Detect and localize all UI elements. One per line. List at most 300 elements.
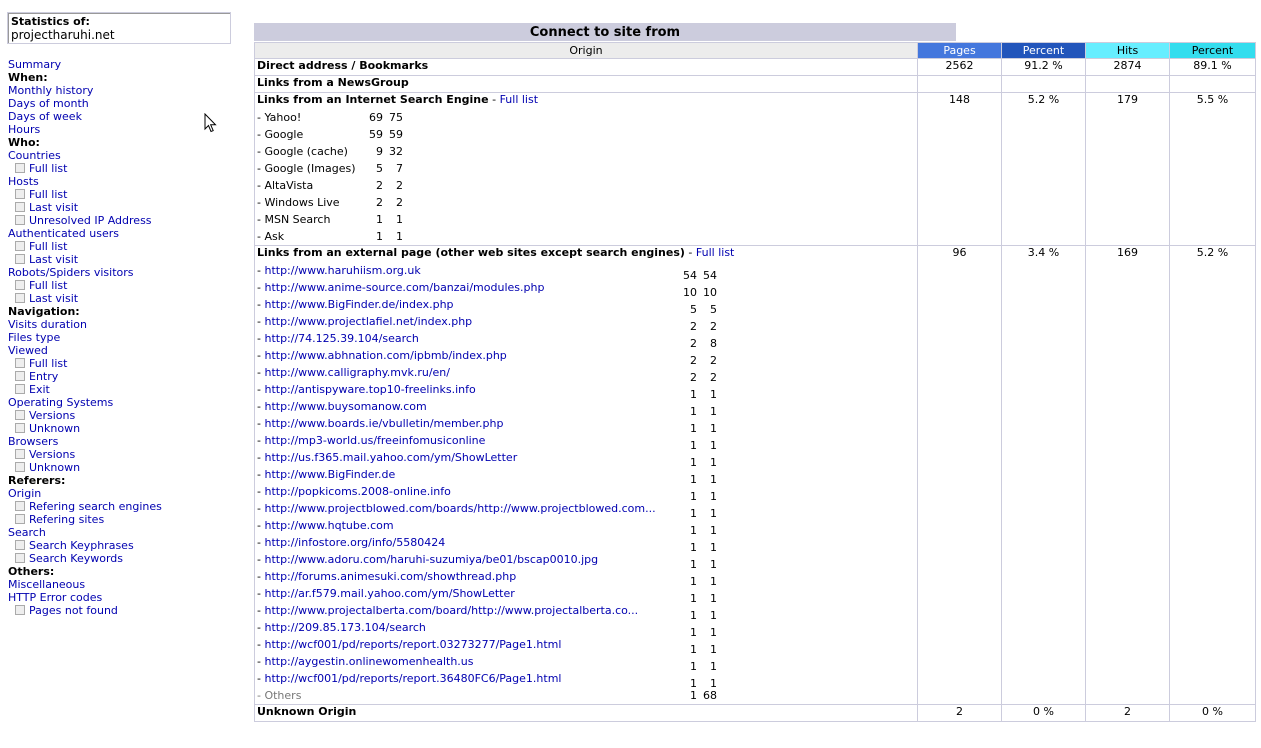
menu-link[interactable]: Authenticated users [8,227,119,240]
site-hits: 2 [710,371,717,384]
menu-section-header: Others: [8,565,55,578]
sidebar-menu [8,58,248,617]
menu-link[interactable]: Operating Systems [8,396,114,409]
site-name [257,279,677,296]
engine-pages: 1 [376,230,383,243]
site-row [257,517,915,537]
engine-row [257,160,915,177]
engine-pages: 59 [369,128,383,141]
menu-section-header: Navigation: [8,305,80,318]
search-full-list-link[interactable]: Full list [499,93,539,106]
engine-row [257,194,915,211]
site-prefix: - [257,417,265,430]
menu-subitem [8,162,248,175]
menu-subitem [8,500,248,513]
menu-subitem [8,201,248,214]
menu-link[interactable]: Full list [29,279,68,292]
menu-subitem [8,253,248,266]
site-link[interactable]: http://infostore.org/info/5580424 [264,536,446,549]
site-prefix: - [257,502,265,515]
engine-hits: 2 [396,196,403,209]
site-list [257,262,915,704]
site-pages: 1 [690,490,697,503]
site-name [257,347,677,364]
site-row [257,602,915,622]
site-prefix: - [257,264,265,277]
col-pages: Pages [918,43,1002,59]
others-pages: 1 [690,689,697,702]
external-pages-cell: Links from an external page (other web sites except search engines) - Full list - http://www.haruhiism.org.uk 54 54 - http://www.anime-source.com/banzai/modules.php 10 10 - http://www.BigFinder.de/index.php 5 5 - http://www.projectlafiel.net/index.php 2 2 - http://74.125.39.104/search 2 8 - http://www.abhnation.com/ipbmb/index.php 2 2 - http://www.calligraphy.mvk.ru/en/ 2 2 - http://antispyware.top10-freelinks.info 1 1 - http://www.buysomanow.com 1 1 - http://www.boards.ie/vbulletin/member.php 1 1 - http://mp3-world.us/freeinfomusiconline 1 1 - http://us.f365.mail.yahoo.com/ym/ShowLetter 1 1 - http://www.BigFinder.de 1 1 - http://popkicoms.2008-online.info 1 1 - http://www.projectblowed.com/boards/http://www.projectblowed.com... 1 1 - http://www.hqtube.com 1 1 - http://infostore.org/info/5580424 1 1 - http://www.adoru.com/haruhi-suzumiya/be01/bscap0010.jpg 1 1 - http://forums.animesuki.com/showthread.php 1 1 - http://ar.f579.mail.yahoo.com/ym/ShowLetter 1 1 - http://www.projectalberta.com/board/http://www.projectalberta.co... 1 1 - http://209.85.173.104/search 1 1 - http://wcf001/pd/reports/report.03273277/Page1.html 1 1 - http://aygestin.onlinewomenhealth.us 1 1 - http://wcf001/pd/reports/report.36480FC6/Page1.html 1 1 - Others 1 68 [255,246,918,705]
menu-link[interactable]: Search Keywords [29,552,123,565]
site-name [257,296,677,313]
site-hits: 1 [710,558,717,571]
subitem-bullet-icon [15,163,25,173]
subitem-bullet-icon [15,241,25,251]
hits-percent: 5.5 % [1170,93,1256,246]
menu-link[interactable]: Full list [29,162,68,175]
subitem-bullet-icon [15,215,25,225]
site-name [257,585,677,602]
table-row-unknown [255,705,1256,722]
engine-row [257,228,915,245]
row-label: Unknown Origin [255,705,918,722]
menu-subitem [8,383,248,396]
site-pages: 1 [690,575,697,588]
site-hits: 1 [710,490,717,503]
external-full-list-link[interactable]: Full list [695,246,735,259]
site-prefix: - [257,638,265,651]
col-hits: Hits [1086,43,1170,59]
menu-subitem [8,422,248,435]
others-hits: 68 [703,689,717,702]
site-row [257,432,915,452]
menu-link[interactable]: Countries [8,149,61,162]
subitem-bullet-icon [15,202,25,212]
site-hits: 10 [703,286,717,299]
site-pages: 1 [690,592,697,605]
menu-link[interactable]: Browsers [8,435,59,448]
menu-link[interactable]: Days of month [8,97,89,110]
engine-pages: 9 [376,145,383,158]
engine-pages: 5 [376,162,383,175]
site-pages: 1 [690,388,697,401]
subitem-bullet-icon [15,254,25,264]
site-row [257,364,915,384]
menu-section-header: Who: [8,136,40,149]
engine-hits: 1 [396,213,403,226]
menu-subitem [8,513,248,526]
site-link[interactable]: http://www.calligraphy.mvk.ru/en/ [264,366,450,379]
site-name [257,534,677,551]
site-link[interactable]: http://www.projectlafiel.net/index.php [264,315,473,328]
site-pages: 1 [690,609,697,622]
site-name [257,449,677,466]
menu-link[interactable]: Robots/Spiders visitors [8,266,134,279]
pages-value: 148 [918,93,1002,246]
site-name [257,432,677,449]
subitem-bullet-icon [15,384,25,394]
table-header-row [255,43,1256,59]
site-link[interactable]: http://www.anime-source.com/banzai/modules.php [264,281,545,294]
row-label: Links from a NewsGroup [255,76,918,93]
engine-hits: 2 [396,179,403,192]
subitem-bullet-icon [15,462,25,472]
site-row [257,279,915,299]
hits-value: 2 [1086,705,1170,722]
site-hits: 5 [710,303,717,316]
subitem-bullet-icon [15,449,25,459]
site-name [257,568,677,585]
site-link[interactable]: http://us.f365.mail.yahoo.com/ym/ShowLetter [264,451,518,464]
site-prefix: - [257,672,265,685]
menu-item [8,227,248,240]
engine-name: - Windows Live [257,196,340,209]
stats-label: Statistics of: [11,15,90,28]
site-pages: 2 [690,371,697,384]
site-pages: 5 [690,303,697,316]
site-link[interactable]: http://ar.f579.mail.yahoo.com/ym/ShowLetter [264,587,515,600]
engine-pages: 2 [376,179,383,192]
site-row [257,534,915,554]
site-row [257,330,915,350]
site-prefix: - [257,332,265,345]
menu-link[interactable]: Refering sites [29,513,105,526]
engine-name: - MSN Search [257,213,331,226]
site-row [257,568,915,588]
site-pages: 1 [690,626,697,639]
hits-percent: 5.2 % [1170,246,1256,705]
site-row [257,636,915,656]
menu-item [8,318,248,331]
menu-link[interactable]: Full list [29,188,68,201]
site-pages: 1 [690,422,697,435]
engine-hits: 1 [396,230,403,243]
site-prefix: - [257,553,265,566]
menu-link[interactable]: Monthly history [8,84,94,97]
menu-link[interactable]: Unresolved IP Address [29,214,152,227]
menu-link[interactable]: Last visit [29,201,79,214]
site-pages: 1 [690,439,697,452]
pages-value: 2 [918,705,1002,722]
stats-box [7,12,231,44]
site-pages: 1 [690,541,697,554]
site-row [257,415,915,435]
menu-section-header: Referers: [8,474,66,487]
site-row [257,466,915,486]
site-link[interactable]: http://www.haruhiism.org.uk [264,264,421,277]
table-row-newsgroup [255,76,1256,93]
hits-percent: 89.1 % [1170,59,1256,76]
site-pages: 1 [690,524,697,537]
subitem-bullet-icon [15,293,25,303]
table-row-search-engines [255,93,1256,246]
menu-item [8,435,248,448]
menu-subitem [8,357,248,370]
menu-link[interactable]: Exit [29,383,50,396]
menu-item [8,526,248,539]
site-row [257,381,915,401]
site-hits: 1 [710,541,717,554]
menu-link[interactable]: Hosts [8,175,39,188]
subitem-bullet-icon [15,553,25,563]
subitem-bullet-icon [15,371,25,381]
site-row [257,551,915,571]
site-name [257,398,677,415]
menu-item [8,396,248,409]
site-name [257,500,677,517]
engine-name: - Google (cache) [257,145,348,158]
site-hits: 8 [710,337,717,350]
menu-link[interactable]: Full list [29,240,68,253]
engine-name: - Google [257,128,304,141]
site-name [257,330,677,347]
menu-link[interactable]: Versions [29,409,76,422]
site-link[interactable]: http://aygestin.onlinewomenhealth.us [264,655,474,668]
site-row [257,313,915,333]
site-name: projectharuhi.net [11,28,115,42]
site-link[interactable]: http://wcf001/pd/reports/report.03273277/Page1.html [264,638,562,651]
site-link[interactable]: http://forums.animesuki.com/showthread.php [264,570,517,583]
site-name [257,466,677,483]
site-link[interactable]: http://antispyware.top10-freelinks.info [264,383,476,396]
menu-link[interactable]: Viewed [8,344,48,357]
site-prefix: - [257,434,265,447]
site-prefix: - [257,485,265,498]
site-pages: 2 [690,354,697,367]
site-hits: 1 [710,405,717,418]
site-link[interactable]: http://popkicoms.2008-online.info [264,485,451,498]
engine-pages: 69 [369,111,383,124]
subitem-bullet-icon [15,189,25,199]
menu-link[interactable]: Days of week [8,110,82,123]
hits-percent: 0 % [1170,705,1256,722]
site-hits: 2 [710,320,717,333]
menu-link[interactable]: Summary [8,58,62,71]
site-pages: 54 [683,269,697,282]
site-pages: 10 [683,286,697,299]
menu-subitem [8,292,248,305]
site-row [257,585,915,605]
site-row [257,619,915,639]
menu-link[interactable]: Files type [8,331,61,344]
menu-link[interactable]: Origin [8,487,42,500]
site-hits: 1 [710,456,717,469]
menu-link[interactable]: Refering search engines [29,500,162,513]
menu-item [8,266,248,279]
site-pages: 2 [690,320,697,333]
hits-value: 2874 [1086,59,1170,76]
site-link[interactable]: http://www.adoru.com/haruhi-suzumiya/be01/bscap0010.jpg [264,553,599,566]
site-name [257,653,677,670]
engine-row [257,211,915,228]
site-prefix: - [257,366,265,379]
engine-hits: 75 [389,111,403,124]
site-name [257,381,677,398]
row-label: Links from an external page (other web sites except search engines) [257,246,685,259]
site-pages: 1 [690,456,697,469]
subitem-bullet-icon [15,605,25,615]
site-hits: 1 [710,609,717,622]
site-hits: 1 [710,677,717,690]
table-title: Connect to site from [254,23,956,41]
site-row [257,296,915,316]
subitem-bullet-icon [15,410,25,420]
site-prefix: - [257,298,265,311]
menu-subitem [8,552,248,565]
site-hits: 1 [710,388,717,401]
row-label: Links from an Internet Search Engine [257,93,489,106]
menu-link[interactable]: Unknown [29,422,81,435]
menu-section-header: When: [8,71,48,84]
engine-row [257,126,915,143]
search-engines-cell: Links from an Internet Search Engine - Full list - Yahoo! 69 75 - Google 59 59 - Google (cache) 9 32 - Google (Images) 5 7 - AltaVista 2 2 - Windows Live 2 2 - MSN Search 1 1 - Ask 1 1 [255,93,918,246]
site-hits: 1 [710,507,717,520]
menu-subitem [8,409,248,422]
menu-link[interactable]: Pages not found [29,604,118,617]
table-row-direct [255,59,1256,76]
engine-row [257,109,915,126]
engine-row [257,143,915,160]
site-name [257,517,677,534]
site-link[interactable]: http://www.buysomanow.com [264,400,427,413]
site-row [257,347,915,367]
site-link[interactable]: http://www.projectblowed.com/boards/http://www.projectblowed.com... [264,502,656,515]
menu-link[interactable]: Versions [29,448,76,461]
site-name [257,619,677,636]
menu-link[interactable]: Search [8,526,46,539]
menu-link[interactable]: Hours [8,123,41,136]
menu-item [8,84,248,97]
site-pages: 1 [690,473,697,486]
site-name [257,262,677,279]
pages-percent: 91.2 % [1002,59,1086,76]
menu-link[interactable]: Last visit [29,253,79,266]
site-prefix: - [257,315,265,328]
pages-value: 96 [918,246,1002,705]
menu-subitem [8,240,248,253]
site-pages: 1 [690,405,697,418]
site-row [257,653,915,673]
site-row [257,500,915,520]
menu-link[interactable]: Unknown [29,461,81,474]
menu-link[interactable]: HTTP Error codes [8,591,103,604]
site-link[interactable]: http://www.hqtube.com [264,519,394,532]
menu-item [8,97,248,110]
menu-link[interactable]: Entry [29,370,59,383]
site-prefix: - [257,400,265,413]
pages-percent: 3.4 % [1002,246,1086,705]
menu-item [8,591,248,604]
site-hits: 54 [703,269,717,282]
engine-pages: 1 [376,213,383,226]
site-hits: 1 [710,524,717,537]
site-pages: 2 [690,337,697,350]
site-link[interactable]: http://209.85.173.104/search [264,621,426,634]
site-hits: 1 [710,473,717,486]
site-link[interactable]: http://mp3-world.us/freeinfomusiconline [264,434,486,447]
col-percent-hits: Percent [1170,43,1256,59]
site-link[interactable]: http://74.125.39.104/search [264,332,419,345]
site-hits: 1 [710,643,717,656]
site-hits: 1 [710,660,717,673]
site-name [257,313,677,330]
subitem-bullet-icon [15,501,25,511]
menu-link[interactable]: Miscellaneous [8,578,86,591]
hits-value: 179 [1086,93,1170,246]
site-link[interactable]: http://www.boards.ie/vbulletin/member.php [264,417,504,430]
site-link[interactable]: http://www.BigFinder.de/index.php [264,298,454,311]
site-link[interactable]: http://wcf001/pd/reports/report.36480FC6/Page1.html [264,672,562,685]
site-row [257,483,915,503]
site-prefix: - [257,604,265,617]
pages-percent: 0 % [1002,705,1086,722]
site-prefix: - [257,451,265,464]
site-row [257,449,915,469]
site-link[interactable]: http://www.abhnation.com/ipbmb/index.php [264,349,507,362]
site-row [257,262,915,282]
site-name [257,551,677,568]
menu-subitem [8,604,248,617]
site-prefix: - [257,621,265,634]
others-label: - Others [257,689,302,702]
site-hits: 1 [710,592,717,605]
site-name [257,602,677,619]
menu-subitem [8,214,248,227]
engine-hits: 32 [389,145,403,158]
menu-item [8,175,248,188]
subitem-bullet-icon [15,358,25,368]
site-link[interactable]: http://www.projectalberta.com/board/http://www.projectalberta.co... [264,604,639,617]
site-name [257,415,677,432]
table-row-external [255,246,1256,705]
site-pages: 1 [690,558,697,571]
site-hits: 2 [710,354,717,367]
site-name [257,670,677,687]
pages-percent: 5.2 % [1002,93,1086,246]
site-hits: 1 [710,575,717,588]
col-percent-pages: Percent [1002,43,1086,59]
menu-link[interactable]: Full list [29,357,68,370]
site-hits: 1 [710,422,717,435]
pages-value: 2562 [918,59,1002,76]
site-prefix: - [257,349,265,362]
site-prefix: - [257,468,265,481]
engine-name: - Google (Images) [257,162,356,175]
site-prefix: - [257,519,265,532]
menu-subitem [8,279,248,292]
subitem-bullet-icon [15,280,25,290]
site-prefix: - [257,383,265,396]
site-pages: 1 [690,677,697,690]
site-prefix: - [257,570,265,583]
engine-name: - AltaVista [257,179,314,192]
site-link[interactable]: http://www.BigFinder.de [264,468,396,481]
menu-item [8,331,248,344]
site-row [257,670,915,690]
site-prefix: - [257,536,265,549]
site-prefix: - [257,281,265,294]
menu-link[interactable]: Search Keyphrases [29,539,134,552]
menu-link[interactable]: Visits duration [8,318,87,331]
engine-hits: 7 [396,162,403,175]
subitem-bullet-icon [15,514,25,524]
menu-subitem [8,188,248,201]
site-hits: 1 [710,626,717,639]
site-prefix: - [257,587,265,600]
menu-link[interactable]: Last visit [29,292,79,305]
site-row-others [257,687,915,704]
menu-item [8,487,248,500]
